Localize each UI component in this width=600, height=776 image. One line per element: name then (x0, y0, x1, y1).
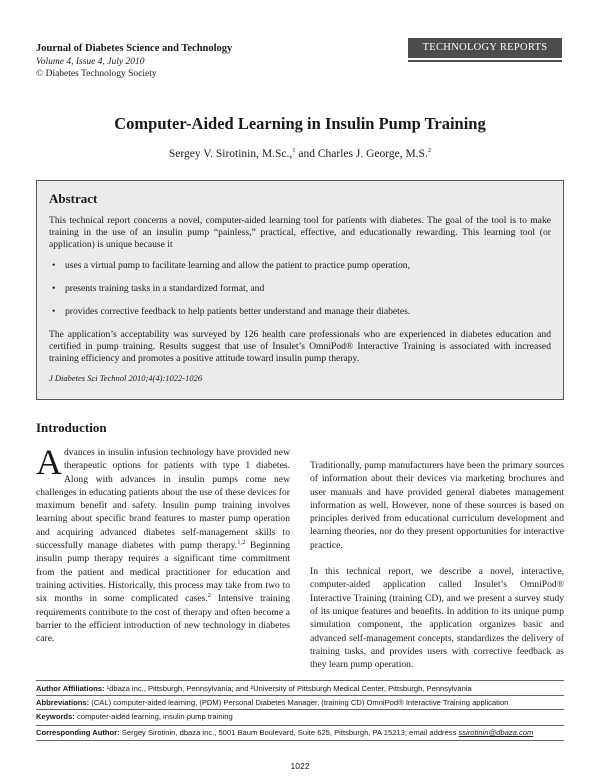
footer-rule (36, 680, 564, 681)
author-1-sup: 1 (292, 147, 296, 155)
bullet-icon: • (52, 305, 56, 317)
citation: J Diabetes Sci Technol 2010;4(4):1022-1026 (49, 373, 203, 384)
abbreviations-label: Abbreviations: (36, 698, 90, 707)
column-left (36, 442, 290, 658)
ref-sup: 1,2 (237, 538, 246, 546)
bullet-icon: • (52, 259, 56, 271)
drop-cap: A (36, 442, 62, 482)
bullet-icon: • (52, 282, 56, 294)
footer-rule (36, 740, 564, 741)
abstract-paragraph-1: This technical report concerns a novel, computer-aided learning tool for patients with diabetes. The goal of the tool is to make training in the use of an insulin pump “painless,” practical, effective, and educationally rewarding. This learning tool (or application) is unique because it (49, 215, 551, 251)
keywords-text: computer-aided learning, insulin pump training (74, 712, 233, 721)
email-link[interactable]: ssirotinin@dbaza.com (458, 728, 534, 737)
abstract-paragraph-2: The application’s acceptability was surveyed by 126 health care professionals who are experienced in diabetes education and certified in pump training. Results suggest that use of Insulet’s OmniPod® Interactive Training is associated with increased training efficiency and promotes a positive attitude toward insulin pump therapy. (49, 328, 551, 365)
abstract-box (36, 180, 564, 400)
keywords-label: Keywords: (36, 712, 75, 721)
list-item (49, 306, 551, 318)
section-heading-introduction: Introduction (36, 420, 107, 435)
footer-rule (36, 709, 564, 710)
list-item-text: uses a virtual pump to facilitate learning and allow the patient to practice pump operation, (65, 259, 410, 271)
badge-rule (408, 60, 562, 62)
affiliations-label: Author Affiliations: (36, 684, 105, 693)
issue-info: Volume 4, Issue 4, July 2010 (36, 57, 145, 67)
keywords (36, 712, 564, 722)
footer-rule (36, 695, 564, 696)
column-right (310, 459, 564, 684)
corresponding-author (36, 728, 564, 738)
affiliations (36, 684, 564, 694)
ref-sup: 2 (207, 592, 211, 600)
intro-paragraph-3: In this technical report, we describe a novel, interactive, computer-aided application called Insulet’s OmniPod® Interactive Training (training CD), and we present a survey study of its unique features and benefits. In addition to its unique pump simulation component, the application organizes basic and advanced self-management concepts, standardizes the delivery of training tasks, and provides users with corrective feedback as they learn pump operation. (310, 566, 564, 671)
abstract-bullets (49, 260, 551, 318)
copyright: © Diabetes Technology Society (36, 69, 157, 79)
corresponding-label: Corresponding Author: (36, 728, 120, 737)
affiliations-text: ¹dbaza inc., Pittsburgh, Pennsylvania; and ²University of Pittsburgh Medical Center, Pittsburgh, Pennsylvania (104, 684, 472, 693)
list-item-text: presents training tasks in a standardized format, and (65, 282, 265, 294)
list-item-text: provides corrective feedback to help patients better understand and manage their diabetes. (65, 305, 411, 317)
author-2: Charles J. George, M.S. (317, 148, 428, 160)
author-line (0, 148, 600, 160)
section-badge: TECHNOLOGY REPORTS (408, 38, 562, 58)
footer-rule (36, 725, 564, 726)
intro-text-b: Beginning insulin pump therapy requires a significant time commitment from the patient and medical practitioner for education and training activities. Historically, this process may take from two to six months in some complicated cases. (36, 540, 290, 605)
intro-paragraph-1 (36, 442, 290, 645)
abbreviations-text: (CAL) computer-aided learning, (PDM) Personal Diabetes Manager, (training CD) OmniPod® Interactive Training application (89, 698, 509, 707)
journal-meta (36, 56, 157, 80)
list-item (49, 260, 551, 272)
page-number: 1022 (290, 761, 310, 771)
abstract-heading: Abstract (49, 191, 98, 206)
intro-text-c: Intensive training requirements contribute to the cost of therapy and often become a barrier to the efficient introduction of new technology in diabetes care. (36, 593, 290, 645)
author-2-sup: 2 (427, 147, 432, 155)
article-title: Computer-Aided Learning in Insulin Pump Training (114, 114, 486, 133)
author-and: and (295, 148, 318, 160)
corresponding-text: Sergey Sirotinin, dbaza inc., 5001 Baum Boulevard, Suite 625, Pittsburgh, PA 15213; email address (119, 728, 459, 737)
author-1: Sergey V. Sirotinin, M.Sc., (168, 148, 293, 160)
intro-text-a: dvances in insulin infusion technology have provided new therapeutic options for patients with type 1 diabetes. Along with advances in insulin pumps come new challenges in educating patients about the use of these devices for maximum benefit and safety. Insulin pump training involves learning about specific brand features to master pump operation and acquiring advanced diabetes self-management skills to successfully manage diabetes with pump therapy. (36, 447, 290, 552)
abbreviations (36, 698, 564, 708)
journal-name: Journal of Diabetes Science and Technology (36, 43, 233, 54)
list-item (49, 283, 551, 295)
intro-paragraph-2: Traditionally, pump manufacturers have been the primary sources of information about their devices via marketing brochures and user manuals and have provided general diabetes management information as well. However, none of these sources is based on principles derived from educational curriculum development and learning theories, nor do they present opportunities for interactive practice. (310, 460, 564, 551)
